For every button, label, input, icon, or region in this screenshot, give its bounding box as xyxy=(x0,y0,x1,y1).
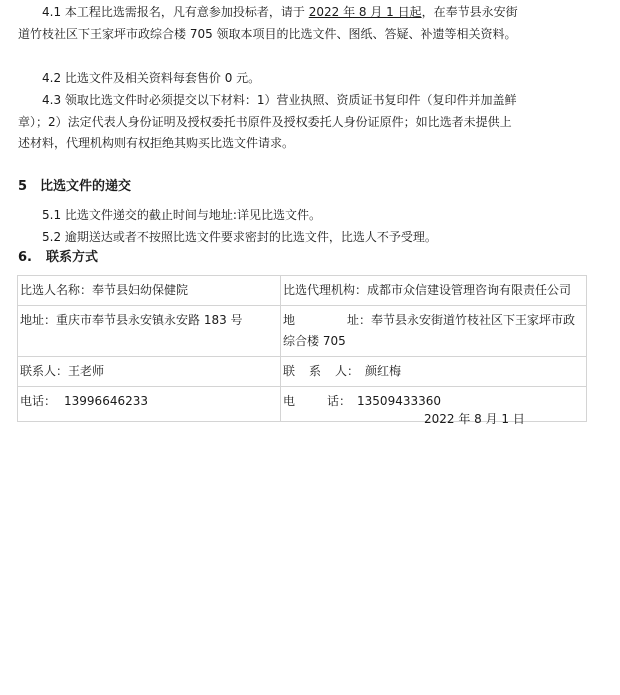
contact-cell-agency-address xyxy=(281,306,587,357)
table-row xyxy=(18,306,587,357)
paragraph-4-3 xyxy=(18,90,523,155)
section-5-title: 比选文件的递交 xyxy=(40,179,132,194)
bidder-phone: 13996646233 xyxy=(64,394,148,408)
paragraph-4-3-text: 4.3 领取比选文件时必须提交以下材料：1）营业执照、资质证书复印件（复印件并加盖鲜章）；2）法定代表人身份证明及授权委托书原件及授权委托人身份证原件；如比选者未提供上述材料，代理机构则有权拒绝其购买比选文件请求。 xyxy=(18,93,517,150)
section-6-title: 联系方式 xyxy=(46,250,99,265)
paragraph-5-1: 5.1 比选文件递交的截止时间与地址:详见比选文件。 xyxy=(42,208,321,222)
contact-cell-bidder-phone xyxy=(18,387,281,422)
agency-phone-label-2: 话： xyxy=(327,394,352,408)
contact-cell-bidder-address xyxy=(18,306,281,357)
agency-contact-label-3: 人： xyxy=(335,364,360,378)
paragraph-4-1-date: 2022 年 8 月 1 日起 xyxy=(308,5,422,19)
agency-contact-label-1: 联 xyxy=(283,364,296,378)
bidder-address: 地址：重庆市奉节县永安镇永安路 183 号 xyxy=(20,313,243,327)
agency-address-label-2: 址： xyxy=(347,313,372,327)
agency-contact-name: 颜红梅 xyxy=(365,364,402,378)
contact-table xyxy=(17,275,587,422)
table-row xyxy=(18,276,587,306)
paragraph-4-1-text-b: ，在奉节县永安街道竹枝社区下王家坪市政综合楼 705 领取本项目的比选文件、图纸、答疑、补遗等相关资料。 xyxy=(18,5,518,41)
section-6-number: 6. xyxy=(18,250,32,265)
agency-address-label-1: 地 xyxy=(283,313,296,327)
section-5-heading xyxy=(18,175,131,194)
contact-cell-bidder-contact xyxy=(18,357,281,387)
bidder-phone-label: 电话： xyxy=(20,394,57,408)
paragraph-5-2: 5.2 逾期送达或者不按照比选文件要求密封的比选文件，比选人不予受理。 xyxy=(42,230,437,244)
bidder-name: 比选人名称：奉节县妇幼保健院 xyxy=(20,283,189,297)
section-5-number: 5 xyxy=(18,179,28,194)
contact-cell-agency-contact xyxy=(281,357,587,387)
paragraph-4-2 xyxy=(18,68,523,90)
paragraph-4-1 xyxy=(18,2,523,45)
agency-name: 比选代理机构：成都市众信建设管理咨询有限责任公司 xyxy=(283,283,572,297)
paragraph-4-1-text-a: 4.1 本工程比选需报名，凡有意参加投标者，请于 xyxy=(42,5,309,19)
table-row xyxy=(18,357,587,387)
contact-cell-agency xyxy=(281,276,587,306)
agency-contact-label-2: 系 xyxy=(309,364,322,378)
agency-phone-label-1: 电 xyxy=(283,394,296,408)
document-date: 2022 年 8 月 1 日 xyxy=(424,412,525,426)
section-6-heading xyxy=(18,246,98,265)
agency-phone: 13509433360 xyxy=(357,394,442,408)
bidder-contact: 联系人：王老师 xyxy=(20,364,105,378)
contact-cell-bidder-name xyxy=(18,276,281,306)
agency-address: 奉节县永安街道竹枝社区下王家坪市政综合楼 705 xyxy=(283,313,576,348)
paragraph-4-2-text: 4.2 比选文件及相关资料每套售价 0 元。 xyxy=(42,71,261,85)
